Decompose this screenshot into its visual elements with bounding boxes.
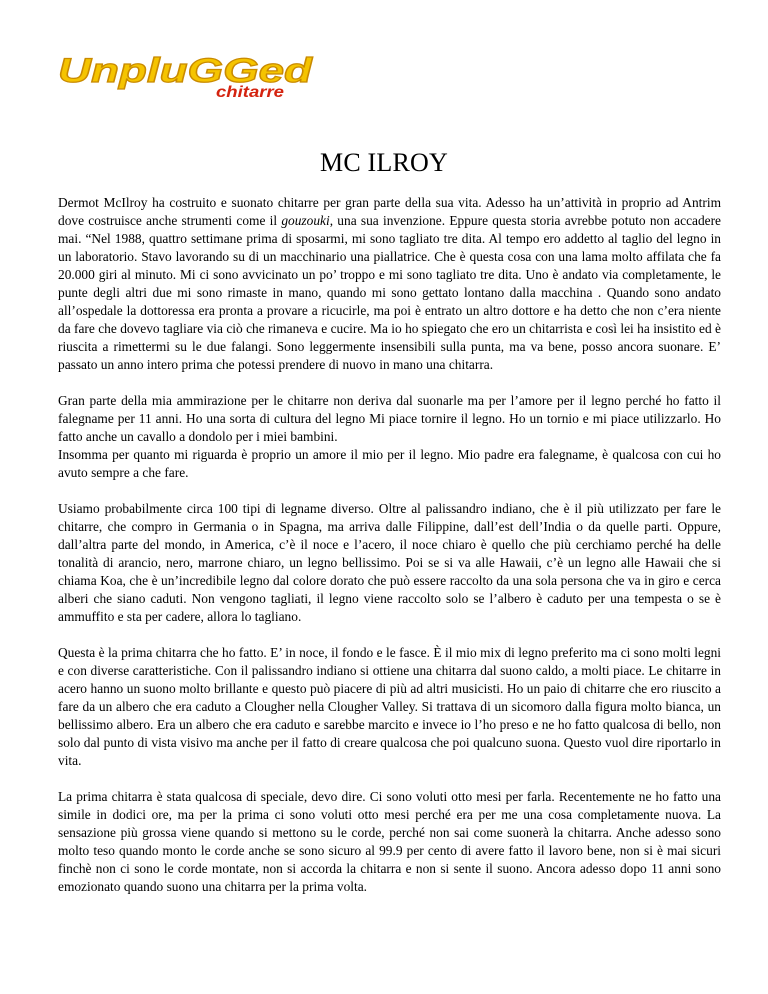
paragraph-4: Usiamo probabilmente circa 100 tipi di legname diverso. Oltre al palissandro indiano, che è il più utilizzato per fare le chitarre, che compro in Germania o in Spagna, ma arriva dalle Filippine, dall’est dell’India o da quelle parti. Oppure, dall’altra parte del mondo, in America, c’è il noce e l’acero, il noce chiaro è quello che più cerchiamo perché ha delle tonalità di arancio, nero, marrone chiaro, un legno bellissimo. Poi se si va alle Hawaii, c’è un legno alle Hawaii che si chiama Koa, che è un’incredibile legno dal colore dorato che può essere raccolto da una sola persona che va in giro e cerca alberi che siano caduti. Non vengono tagliati, il legno viene raccolto solo se l’albero è caduto per una tempesta o se è ammuffito e sta per cadere, allora lo tagliano. — [58, 501, 721, 624]
logo-sub-text: chitarre — [216, 84, 285, 101]
paragraph-1-text: Dermot McIlroy ha costruito e suonato chitarre per gran parte della sua vita. Adesso ha un’attività in proprio ad Antrim dove costruisce anche strumenti come il — [58, 195, 721, 228]
page-title: MC ILROY — [320, 148, 448, 177]
logo-main-text: UnpluGGed — [58, 52, 314, 90]
paragraph-3: Insomma per quanto mi riguarda è proprio un amore il mio per il legno. Mio padre era falegname, è qualcosa con cui ho avuto sempre a che fare. — [58, 447, 721, 480]
article-body — [58, 194, 721, 914]
paragraph-1 — [58, 194, 721, 374]
paragraph-1-text-cont: , una sua invenzione. Eppure questa storia avrebbe potuto non accadere mai. “Nel 1988, quattro settimane prima di sposarmi, mi sono tagliato tre dita. Al tempo ero addetto al taglio del legno in un laboratorio. Stavo lavorando su di un macchinario una piallatrice. Che è questa cosa con una lama molto affilata che fa 20.000 giri al minuto. Mi ci sono avvicinato un po’ troppo e mi sono tagliato tre dita. Uno è andato via completamente, le punte degli altri due mi sono rimaste in mano, quando mi sono gettato lontano dalla macchina . Quando sono andato all’ospedale la dottoressa era pronta a provare a ricucirle, ma poi è entrato un altro dottore e ha detto che non c’era niente da fare che dovevo tagliare via ciò che rimaneva e cucire. Ma io ho spiegato che ero un chitarrista e così lei ha insistito ed è riuscita a rimettermi su le due falangi. Sono leggermente insensibili sulla punta, ma va bene, posso ancora suonare. E’ passato un anno intero prima che potessi prendere di nuovo in mano una chitarra. — [58, 213, 721, 372]
gouzouki-term: gouzouki — [281, 213, 330, 228]
unplugged-chitarre-logo — [56, 50, 316, 102]
paragraph-2: Gran parte della mia ammirazione per le chitarre non deriva dal suonarle ma per l’amore per il legno perché ho fatto il falegname per 11 anni. Ho una sorta di cultura del legno Mi piace tornire il legno. Ho un tornio e mi piace utilizzarlo. Ho fatto anche un cavallo a dondolo per i miei bambini. — [58, 393, 721, 444]
paragraph-6: La prima chitarra è stata qualcosa di speciale, devo dire. Ci sono voluti otto mesi per farla. Recentemente ne ho fatto una simile in dodici ore, ma per la prima ci sono voluti otto mesi perché era per me una cosa completamente nuova. La sensazione più grossa viene quando si mettono su le corde, perché non sai come suonerà la chitarra. Anche adesso sono molto teso quando monto le corde anche se sono sicuro al 99.9 per cento di avere fatto il lavoro bene, non si è mai sicuri finchè non ci sono le corde montate, non si accorda la chitarra e non si sente il suono. Ancora adesso dopo 11 anni sono emozionato quando suono una chitarra per la prima volta. — [58, 789, 721, 894]
paragraph-5: Questa è la prima chitarra che ho fatto. E’ in noce, il fondo e le fasce. È il mio mix di legno preferito ma ci sono molti legni e con diverse caratteristiche. Con il palissandro indiano si ottiene una chitarra dal suono caldo, a molti piace. Le chitarre in acero hanno un suono molto brillante e questo può piacere di più ad altri musicisti. Ho un paio di chitarre che ero riuscito a fare da un albero che era caduto a Clougher nella Clougher Valley. Si trattava di un sicomoro dalla figura molto bianca, un bellissimo albero. Era un albero che era caduto e sarebbe marcito e invece io l’ho preso e ne ho fatto qualcosa di bello, non solo dal punto di vista visivo ma anche per il fatto di creare qualcosa che poi qualcuno suona. Questo vuol dire riportarlo in vita. — [58, 645, 721, 768]
